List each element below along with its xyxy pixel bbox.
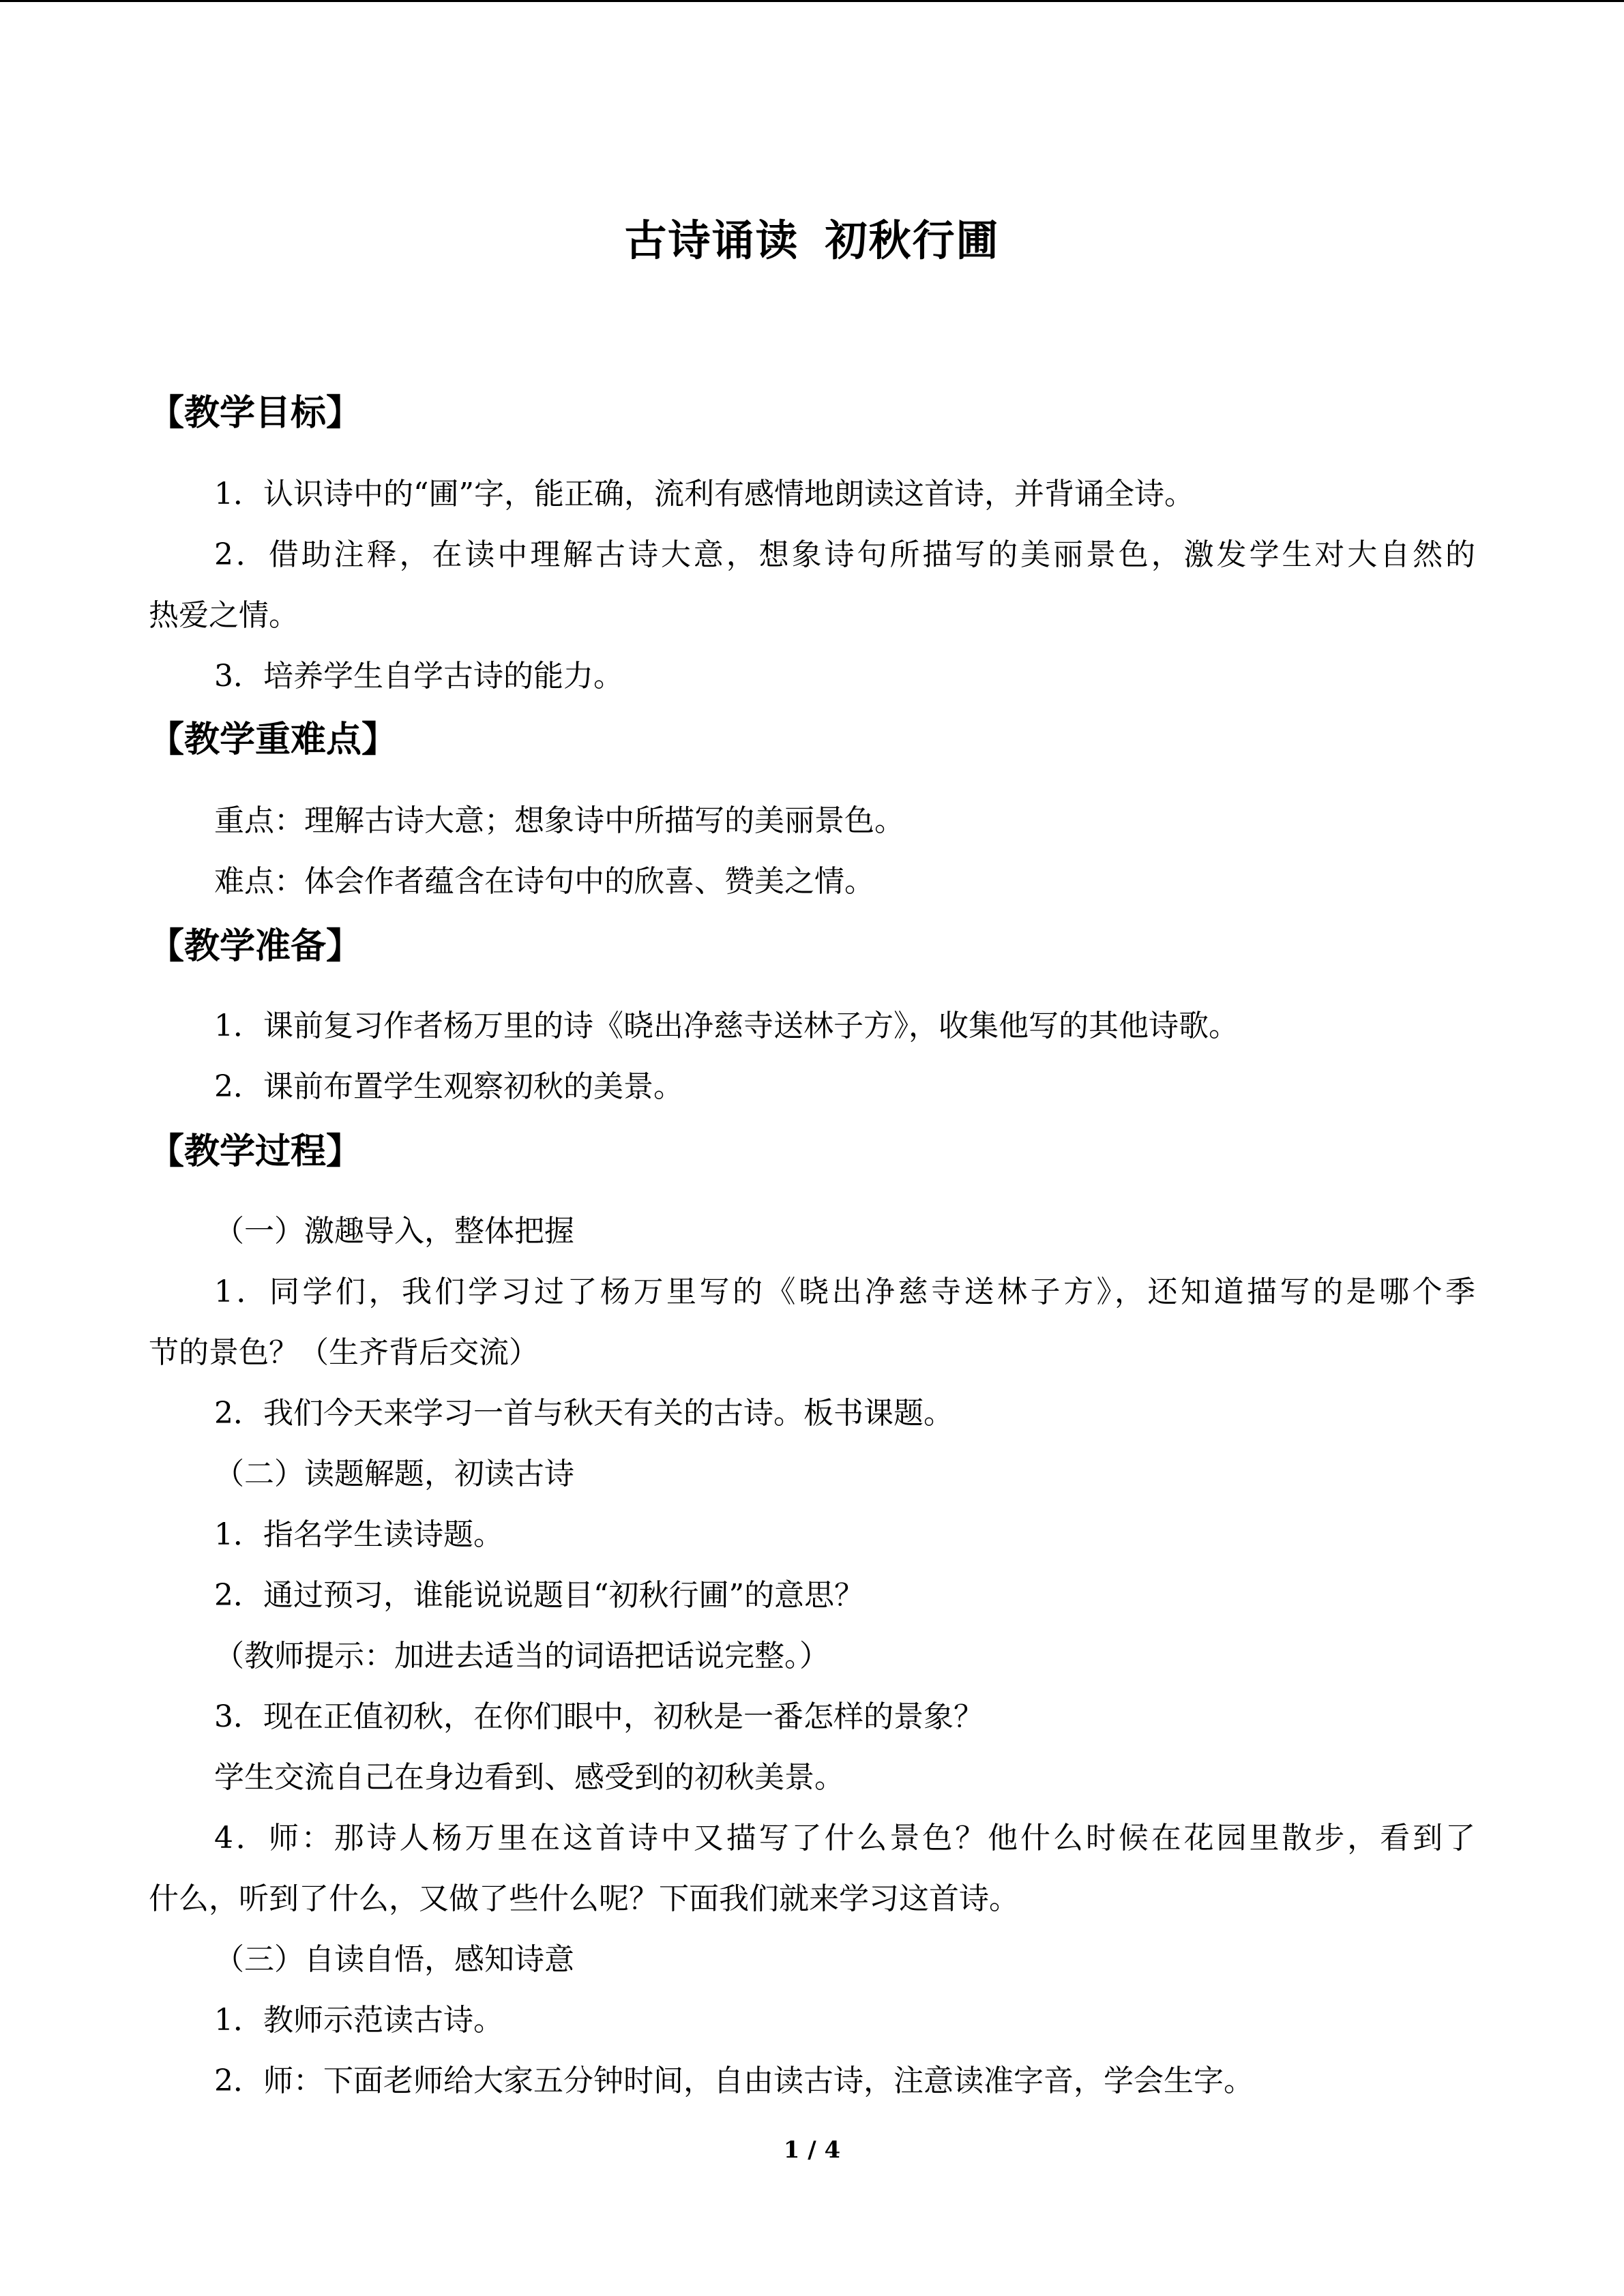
process-step-1-item-1-cont: 节的景色？（生齐背后交流） (149, 1335, 539, 1370)
goals-item-3: 3．培养学生自学古诗的能力。 (214, 659, 623, 694)
process-step-2-item-3: 3．现在正值初秋，在你们眼中，初秋是一番怎样的景象？ (214, 1699, 984, 1734)
page-number: 1 / 4 (783, 2136, 841, 2164)
teacher-hint: （教师提示：加进去适当的词语把话说完整。） (214, 1639, 829, 1673)
heading-key-points: 【教学重难点】 (149, 719, 398, 760)
goals-item-2: 2．借助注释，在读中理解古诗大意，想象诗句所描写的美丽景色，激发学生对大自然的 (214, 537, 1475, 572)
title-part-1: 古诗诵读 (624, 215, 799, 265)
heading-process: 【教学过程】 (149, 1131, 362, 1172)
heading-preparation: 【教学准备】 (149, 926, 362, 967)
top-rule (0, 0, 1624, 2)
process-step-3-title: （三）自读自悟，感知诗意 (214, 1942, 574, 1977)
title-part-2: 初秋行圃 (825, 215, 1000, 265)
heading-goals: 【教学目标】 (149, 393, 362, 434)
prep-item-2: 2．课前布置学生观察初秋的美景。 (214, 1069, 683, 1104)
student-exchange: 学生交流自己在身边看到、感受到的初秋美景。 (214, 1760, 844, 1795)
process-step-1-title: （一）激趣导入，整体把握 (214, 1214, 574, 1249)
process-step-1-item-2: 2．我们今天来学习一首与秋天有关的古诗。板书课题。 (214, 1396, 954, 1431)
process-step-2-item-1: 1．指名学生读诗题。 (214, 1517, 503, 1552)
process-step-3-item-2: 2．师：下面老师给大家五分钟时间，自由读古诗，注意读准字音，学会生字。 (214, 2063, 1254, 2098)
process-step-1-item-1: 1．同学们，我们学习过了杨万里写的《晓出净慈寺送林子方》，还知道描写的是哪个季 (214, 1274, 1475, 1309)
goals-item-1: 1．认识诗中的“圃”字，能正确，流利有感情地朗读这首诗，并背诵全诗。 (214, 477, 1194, 511)
prep-item-1: 1．课前复习作者杨万里的诗《晓出净慈寺送林子方》，收集他写的其他诗歌。 (214, 1009, 1239, 1043)
goals-item-2-cont: 热爱之情。 (149, 598, 299, 633)
process-step-2-item-4: 4．师：那诗人杨万里在这首诗中又描写了什么景色？他什么时候在花园里散步，看到了 (214, 1821, 1475, 1855)
difficult-point: 难点：体会作者蕴含在诗句中的欣喜、赞美之情。 (214, 864, 874, 899)
process-step-2-title: （二）读题解题，初读古诗 (214, 1457, 574, 1491)
process-step-3-item-1: 1．教师示范读古诗。 (214, 2003, 503, 2038)
page-title (0, 210, 1624, 271)
process-step-2-item-4-cont: 什么，听到了什么，又做了些什么呢？下面我们就来学习这首诗。 (149, 1881, 1019, 1916)
key-point: 重点：理解古诗大意；想象诗中所描写的美丽景色。 (214, 803, 904, 838)
process-step-2-item-2: 2．通过预习，谁能说说题目“初秋行圃”的意思？ (214, 1578, 864, 1613)
